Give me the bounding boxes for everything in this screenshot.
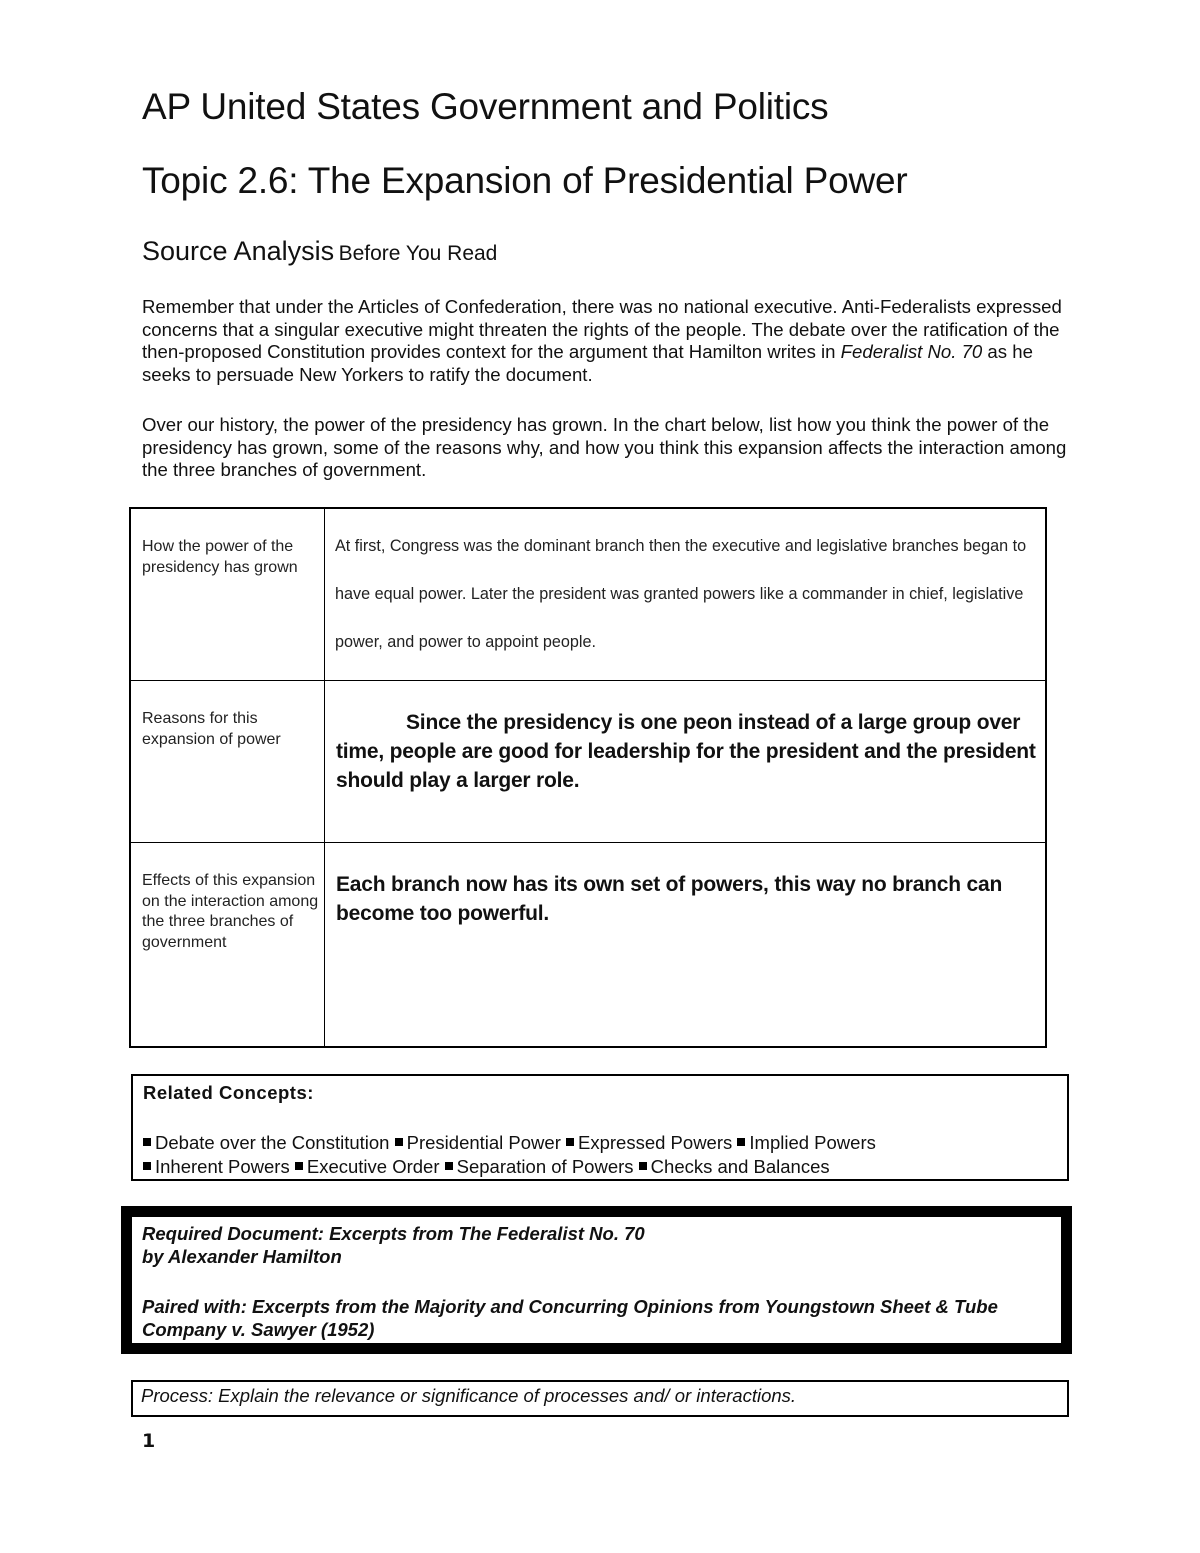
chart-row-divider xyxy=(131,680,1045,681)
paired-document-line-2: Company v. Sawyer (1952) xyxy=(142,1319,375,1340)
square-bullet-icon xyxy=(639,1162,647,1170)
answer-reasons[interactable]: Since the presidency is one peon instead of a large group over time, people are good for leadership for the president and the president should play a larger role. xyxy=(336,711,1036,792)
course-title: AP United States Government and Politics xyxy=(142,86,829,127)
concepts-line-2 xyxy=(143,1156,830,1178)
concept-item: Presidential Power xyxy=(406,1132,561,1153)
intro-paragraph-1-text-a: Remember that under the Articles of Confederation, there was no national executive. Anti-Federalists expressed concerns that a singular executive might threaten the rights of the people. The debate over the ratification of the then-proposed Constitution provides context for the argument that Hamilton writes in xyxy=(142,296,1062,363)
related-concepts-box xyxy=(131,1074,1069,1181)
square-bullet-icon xyxy=(445,1162,453,1170)
topic-title: Topic 2.6: The Expansion of Presidential Power xyxy=(142,160,908,201)
chart-row-divider xyxy=(131,842,1045,843)
intro-paragraph-1 xyxy=(142,296,1072,387)
paired-document-line-1: Paired with: Excerpts from the Majority and Concurring Opinions from Youngstown Sheet & Tube xyxy=(142,1296,998,1317)
chart-column-divider xyxy=(324,509,325,1046)
row-label-effects: Effects of this expansion on the interaction among the three branches of government xyxy=(142,872,319,951)
row-label-growth: How the power of the presidency has grown xyxy=(142,538,298,576)
intro-paragraph-2: Over our history, the power of the presidency has grown. In the chart below, list how you think the power of the presidency has grown, some of the reasons why, and how you think this expansion affects the interaction among the three branches of government. xyxy=(142,414,1067,481)
intro-paragraph-1-text-b: as he seeks to persuade New Yorkers to ratify the document. xyxy=(142,341,1033,386)
required-document-author: by Alexander Hamilton xyxy=(142,1246,342,1267)
answer-effects[interactable]: Each branch now has its own set of powers, this way no branch can become too powerful. xyxy=(336,873,1003,925)
concept-item: Expressed Powers xyxy=(578,1132,733,1153)
square-bullet-icon xyxy=(295,1162,303,1170)
required-document-box xyxy=(121,1206,1072,1354)
square-bullet-icon xyxy=(566,1138,574,1146)
square-bullet-icon xyxy=(143,1138,151,1146)
concept-item: Separation of Powers xyxy=(456,1156,634,1177)
analysis-chart xyxy=(129,507,1047,1048)
answer-growth[interactable]: At first, Congress was the dominant branch then the executive and legislative branches began to have equal power. Later the president was granted powers like a commander in chief, legislative power, and power to appoint people. xyxy=(335,537,1027,651)
concept-item: Checks and Balances xyxy=(650,1156,830,1177)
concept-item: Implied Powers xyxy=(749,1132,876,1153)
concepts-line-1 xyxy=(143,1132,876,1154)
square-bullet-icon xyxy=(143,1162,151,1170)
related-concepts-heading: Related Concepts: xyxy=(143,1082,314,1103)
section-heading-sub: Before You Read xyxy=(338,242,498,265)
row-label-reasons: Reasons for this expansion of power xyxy=(142,710,281,748)
section-heading-main: Source Analysis xyxy=(142,236,335,266)
square-bullet-icon xyxy=(737,1138,745,1146)
concept-item: Inherent Powers xyxy=(155,1156,290,1177)
process-text: Process: Explain the relevance or significance of processes and/ or interactions. xyxy=(141,1385,797,1406)
required-document-title: Required Document: Excerpts from The Federalist No. 70 xyxy=(142,1223,645,1244)
concept-item: Debate over the Constitution xyxy=(155,1132,390,1153)
square-bullet-icon xyxy=(395,1138,403,1146)
page-number: 1 xyxy=(142,1430,156,1452)
section-heading xyxy=(142,236,497,267)
process-box xyxy=(131,1380,1069,1417)
concept-item: Executive Order xyxy=(306,1156,440,1177)
federalist-70-title: Federalist No. 70 xyxy=(840,341,983,363)
